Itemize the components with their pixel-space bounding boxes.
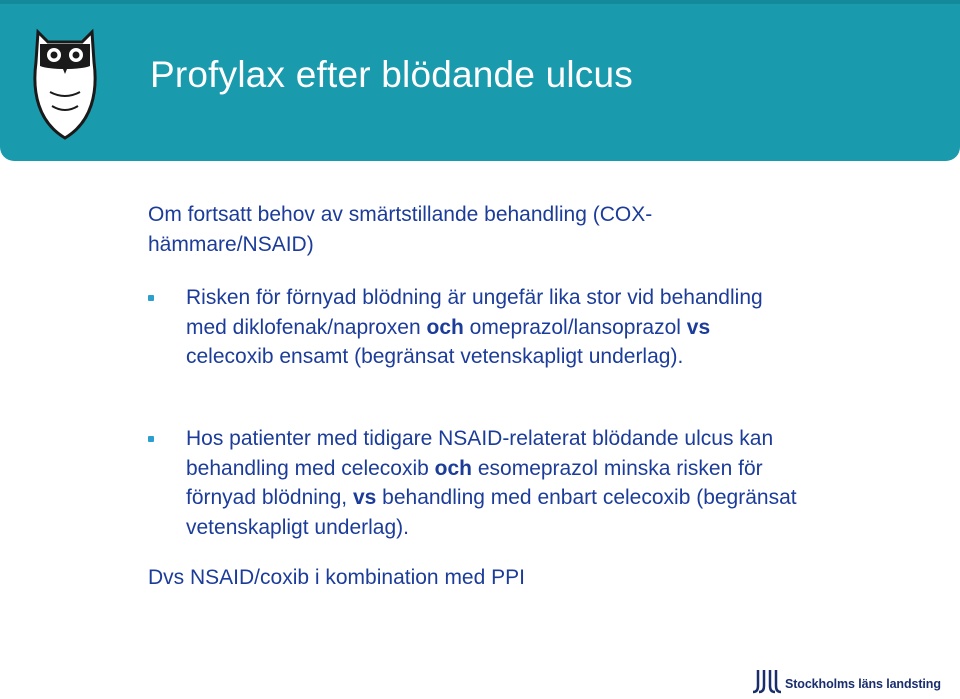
header-band (0, 0, 960, 161)
logo-text: Stockholms läns landsting (785, 677, 941, 691)
sll-logo-icon (752, 668, 782, 694)
header-top-strip (0, 0, 960, 4)
bullet-marker (148, 436, 154, 442)
footer-logo (752, 668, 952, 694)
bullet-marker (148, 295, 154, 301)
bullet-text-2: Hos patienter med tidigare NSAID-relaterat blödande ulcus kan behandling med celecoxib och esomeprazol minska risken för förnyad blödning, vs behandling med enbart celecoxib (begränsat vetenskapligt underlag). (186, 427, 797, 539)
bullet-item-2 (148, 424, 808, 542)
intro-text: Om fortsatt behov av smärtstillande behandling (COX-hämmare/NSAID) (148, 203, 653, 256)
conclusion-text: Dvs NSAID/coxib i kombination med PPI (148, 566, 525, 589)
bullet-item-1 (148, 283, 788, 372)
owl-logo-icon (30, 22, 100, 142)
bullet-text-1: Risken för förnyad blödning är ungefär lika stor vid behandling med diklofenak/naproxen och omeprazol/lansoprazol vs celecoxib ensamt (begränsat vetenskapligt underlag). (186, 286, 763, 368)
slide-title: Profylax efter blödande ulcus (150, 54, 633, 95)
